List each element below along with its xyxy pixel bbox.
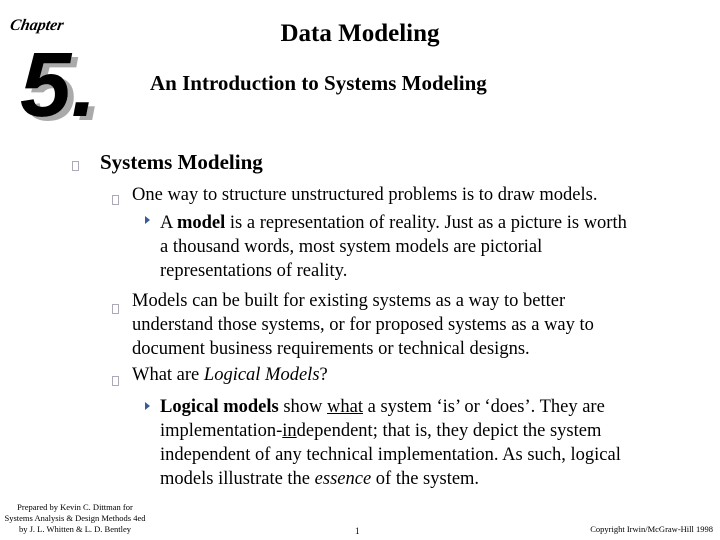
bullet-3: What are Logical Models? [132, 365, 328, 385]
arrow-bullet-icon [145, 402, 150, 410]
bullet-box-icon [72, 161, 79, 171]
bullet-1: One way to structure unstructured problems is to draw models. [132, 185, 598, 205]
arrow-bullet-icon [145, 216, 150, 224]
bullet-3a: Logical models show what a system ‘is’ or ‘does’. They are implementation-independent; that is, they depict the system independent of any technical implementation. As such, logical models illustrate the essence of the system. [160, 397, 621, 489]
bullet-box-icon [112, 195, 119, 205]
svg-text:Chapter: Chapter [8, 17, 65, 34]
footer-credits [0, 502, 150, 535]
chapter-5-logo [4, 4, 104, 126]
footer-line: Prepared by Kevin C. Dittman for [17, 502, 133, 512]
bullet-box-icon [112, 304, 119, 314]
bullet-1a: A model is a representation of reality. Just as a picture is worth a thousand words, most system models are pictorial representations of reality. [160, 213, 627, 281]
slide-subtitle: An Introduction to Systems Modeling [150, 71, 487, 95]
svg-text:5.: 5. [20, 34, 97, 126]
bullet-2: Models can be built for existing systems as a way to better understand those systems, or for proposed systems as a way to document business requirements or technical designs. [132, 291, 594, 359]
copyright: Copyright Irwin/McGraw-Hill 1998 [590, 524, 713, 534]
footer-line: Systems Analysis & Design Methods 4ed [4, 513, 146, 523]
heading-systems-modeling: Systems Modeling [100, 150, 263, 174]
bullet-box-icon [112, 376, 119, 386]
slide-title: Data Modeling [280, 20, 440, 47]
footer-line: by J. L. Whitten & L. D. Bentley [19, 524, 131, 534]
page-number: 1 [355, 526, 360, 536]
